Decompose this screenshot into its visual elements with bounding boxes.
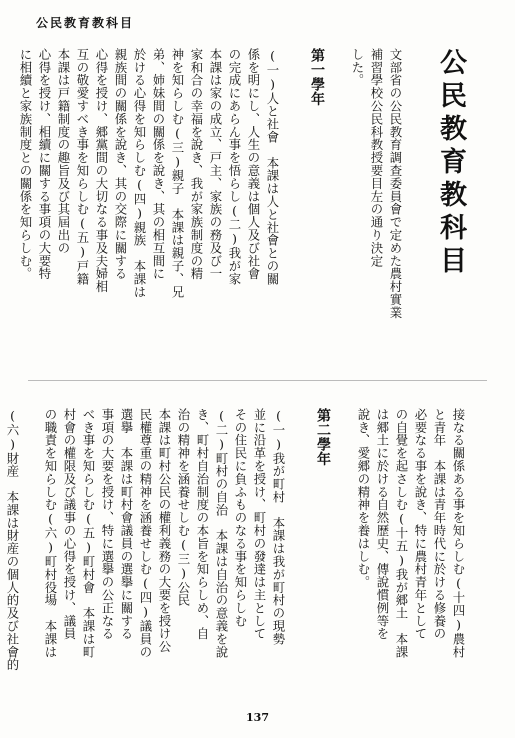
grade2-syllabus-line: き、町村自治制度の本旨を知らしめ、自 (195, 408, 210, 641)
grade2-continuation-line: 必要なる事を說き、特に農村青年として (413, 408, 428, 641)
grade1-syllabus-line: 心得を授け、相續に關する事項の大要特 (37, 48, 52, 281)
grade1-continuation-line: (六)財産 本課は財産の個人的及び社會的 (5, 408, 20, 672)
grade2-syllabus-line: (二)町村の自治 本課は自治の意義を說 (214, 408, 229, 659)
grade2-syllabus-part1 (354, 408, 468, 706)
grade1-syllabus-line: 係を明にし、人生の意義は個人及び社會 (246, 48, 261, 281)
intro-paragraph: 文部省の公民教育調查委員會で定めた農村實業 補習學校公民科教授要目左の通り決定 した。 (350, 48, 403, 319)
grade2-syllabus-line: 民權尊重の精神を涵養せしむ(四)議員の (138, 408, 153, 659)
grade1-syllabus-line: (一)人と社會 本課は人と社會との關 (265, 48, 280, 286)
grade1-syllabus-line: 於ける心得を知らしむ(四)親族 本課は (132, 48, 147, 299)
grade1-syllabus-line: に相續と家族制度との關係を知らしむ。 (18, 48, 33, 281)
grade2-syllabus-line: (一)我が町村 本課は我が町村の現勢 (271, 408, 286, 646)
grade2-syllabus-line: の職責を知らしむ(六)町村役場 本課は (43, 408, 58, 659)
grade2-syllabus-part2 (41, 408, 288, 706)
grade2-syllabus-line: 村會の權限及び議事の心得を授け、議員 (62, 408, 77, 641)
grade1-syllabus-part1 (16, 48, 282, 360)
grade1-syllabus-line: 弟、姉妹間の關係を說き、其の相互間に (151, 48, 166, 281)
grade2-syllabus-line: 選擧 本課は町村會議員の選擧に關する (119, 408, 134, 641)
grade2-heading: 第二學年 (315, 408, 331, 466)
grade2-syllabus-line: 本課は町村公民の權利義務の大要を授け公 (157, 408, 172, 654)
grade2-continuation-line: の自覺を起さしむ(十五)我が郷土 本課 (394, 408, 409, 659)
grade1-syllabus-line: 本課は家の成立、戸主、家族の務及び一 (208, 48, 223, 281)
grade2-syllabus-line: べき事を知らしむ(五)町村會 本課は町 (81, 408, 96, 659)
grade1-heading: 第一學年 (309, 48, 325, 106)
grade2-syllabus-line: 治の精神を涵養せしむ(三)公民 (176, 408, 191, 607)
grade2-continuation-line: と青年 本課は青年時代に於ける修養の (432, 408, 447, 641)
document-title: 公民教育教科目 (435, 48, 466, 279)
section-divider (28, 380, 487, 381)
grade1-syllabus-line: 親族間の關係を說き、其の交際に關する (113, 48, 128, 281)
grade1-syllabus-line: の完成にあらん事を悟らし(二)我が家 (227, 48, 242, 286)
grade2-continuation-line: は郷土に於ける自然歷史、傳說慣例等を (375, 408, 390, 641)
grade1-syllabus-line: 家和合の幸福を說き、我が家族制度の精 (189, 48, 204, 281)
grade2-syllabus-line: 事項の大要を授け、特に選擧の公正なる (100, 408, 115, 641)
upper-text-block (0, 48, 487, 360)
grade1-syllabus-line: 心得を授け、郷黨間の大切なる事及夫婦相 (94, 48, 109, 294)
grade2-continuation-line: 接なる關係ある事を知らしむ(十四)農村 (451, 408, 466, 659)
page-number: 137 (246, 711, 269, 724)
grade2-syllabus-line: 並に沿革を授け、町村の發達は主として (252, 408, 267, 641)
grade1-syllabus-line: 本課は戸籍制度の趣旨及び其屆出の (56, 48, 71, 255)
grade1-syllabus-line: 神を知らしむ(三)親子 本課は親子、兄 (170, 48, 185, 299)
grade1-syllabus-part2 (0, 408, 22, 706)
grade2-continuation-line: 說き、愛郷の精神を養はしむ。 (356, 408, 371, 589)
running-head: 公民教育教科目 (36, 16, 135, 30)
grade1-syllabus-line: 互の敬愛すべき事を知らしむ(五)戸籍 (75, 48, 90, 286)
grade2-syllabus-line: その住民に負ふものなる事を知らしむ (233, 408, 248, 628)
lower-text-block (0, 408, 487, 706)
